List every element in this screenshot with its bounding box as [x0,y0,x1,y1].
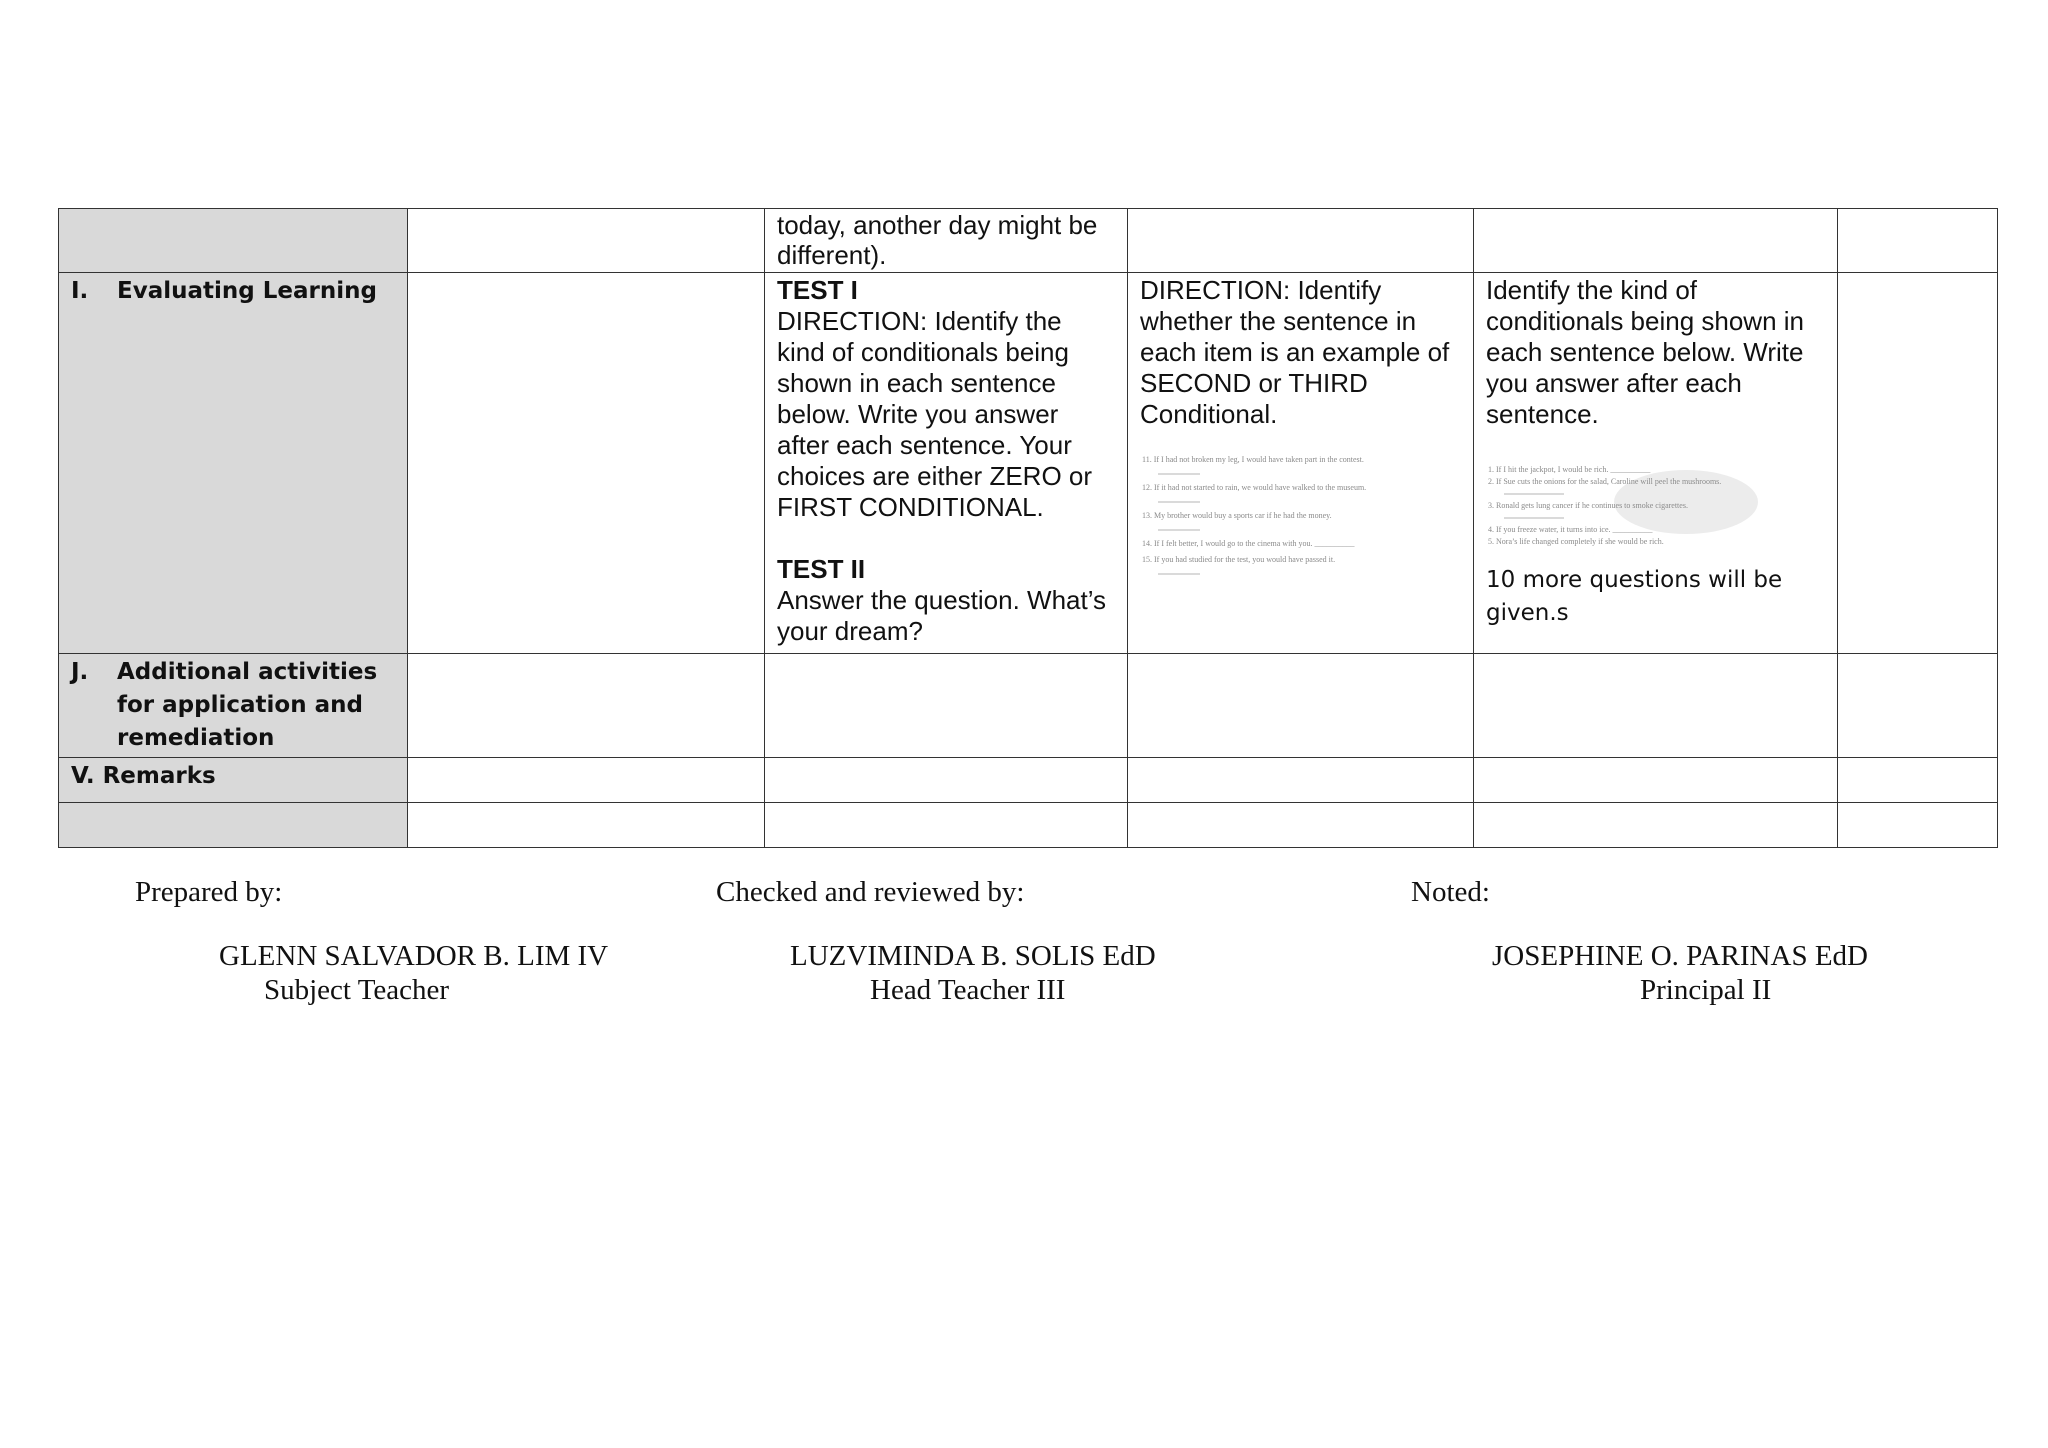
worksheet-item: 5. Nora’s life changed completely if she would be rich. [1488,537,1664,546]
row-label-text: Evaluating Learning [117,278,377,304]
more-questions-note: 10 more questions will be given.s [1486,567,1783,626]
table-cell [1474,803,1838,848]
table-cell [1474,654,1838,758]
worksheet-item: 3. Ronald gets lung cancer if he continues to smoke cigarettes. [1488,501,1688,510]
worksheet-item: 11. If I had not broken my leg, I would have taken part in the contest. [1142,455,1364,464]
table-cell [408,273,765,654]
table-row [59,803,1998,848]
checked-by-caption: Checked and reviewed by: [716,876,1025,908]
test1-direction: DIRECTION: Identify the kind of conditionals being shown in each sentence below. Write you answer after each sentence. Your choices are either ZERO or FIRST CONDITIONAL. [777,306,1093,522]
table-cell [1474,273,1838,654]
worksheet-item: 14. If I felt better, I would go to the cinema with you. __________ [1142,539,1355,548]
test2-question: Answer the question. What’s your dream? [777,585,1107,646]
table-row [59,209,1998,273]
worksheet-thumbnail-a [1140,450,1470,590]
table-cell [1474,758,1838,803]
table-cell [1128,758,1474,803]
worksheet-item: 1. If I hit the jackpot, I would be rich. __________ [1488,465,1651,474]
test1-heading: TEST I [777,275,858,305]
table-cell [1838,654,1998,758]
table-cell [1128,209,1474,273]
table-cell [765,803,1128,848]
table-row [59,654,1998,758]
table-cell [1838,209,1998,273]
prepared-by-caption: Prepared by: [135,876,283,908]
row-label-text: Additional activities for application and remediation [117,659,378,751]
checked-by-name: LUZVIMINDA B. SOLIS EdD [790,940,1156,972]
prepared-by-name: GLENN SALVADOR B. LIM IV [219,940,609,972]
worksheet-item: 2. If Sue cuts the onions for the salad, Caroline will peel the mushrooms. [1488,477,1722,486]
table-cell [1474,209,1838,273]
table-cell [1128,803,1474,848]
row-label-cell [59,758,408,803]
worksheet-item: 4. If you freeze water, it turns into ice. __________ [1488,525,1653,534]
worksheet-item: 15. If you had studied for the test, you would have passed it. [1142,555,1336,564]
table-row [59,273,1998,654]
table-cell [408,654,765,758]
table-cell [408,803,765,848]
worksheet-item: 13. My brother would buy a sports car if he had the money. [1142,511,1332,520]
table-cell [1838,803,1998,848]
noted-title: Principal II [1640,974,1772,1006]
table-cell [408,758,765,803]
noted-name: JOSEPHINE O. PARINAS EdD [1492,940,1868,972]
table-cell [1128,654,1474,758]
table-cell [765,273,1128,654]
test2-heading: TEST II [777,554,866,584]
worksheet-thumbnail-b [1486,462,1826,558]
table-cell [1838,273,1998,654]
table-cell [1128,273,1474,654]
checked-by-title: Head Teacher III [870,974,1066,1006]
conditionals-direction: Identify the kind of conditionals being shown in each sentence below. Write you answer after each sentence. [1486,275,1804,429]
row-label-number: J. [71,659,89,685]
table-cell [765,758,1128,803]
table-cell [1838,758,1998,803]
table-row [59,758,1998,803]
row-label-cell [59,273,408,654]
row-label-cell [59,654,408,758]
row-label-number: I. [71,278,89,304]
table-cell [765,654,1128,758]
table-cell [408,209,765,273]
prepared-by-title: Subject Teacher [264,974,450,1006]
worksheet-item: 12. If it had not started to rain, we would have walked to the museum. [1142,483,1367,492]
second-third-direction: DIRECTION: Identify whether the sentence in each item is an example of SECOND or THIRD Conditional. [1140,275,1450,429]
continuation-text: today, another day might be different). [777,210,1098,270]
noted-caption: Noted: [1411,876,1490,908]
row-label-cell [59,209,408,273]
lesson-plan-table [58,208,1998,848]
row-label-cell [59,803,408,848]
table-cell [765,209,1128,273]
row-label-text: V. Remarks [71,763,216,789]
